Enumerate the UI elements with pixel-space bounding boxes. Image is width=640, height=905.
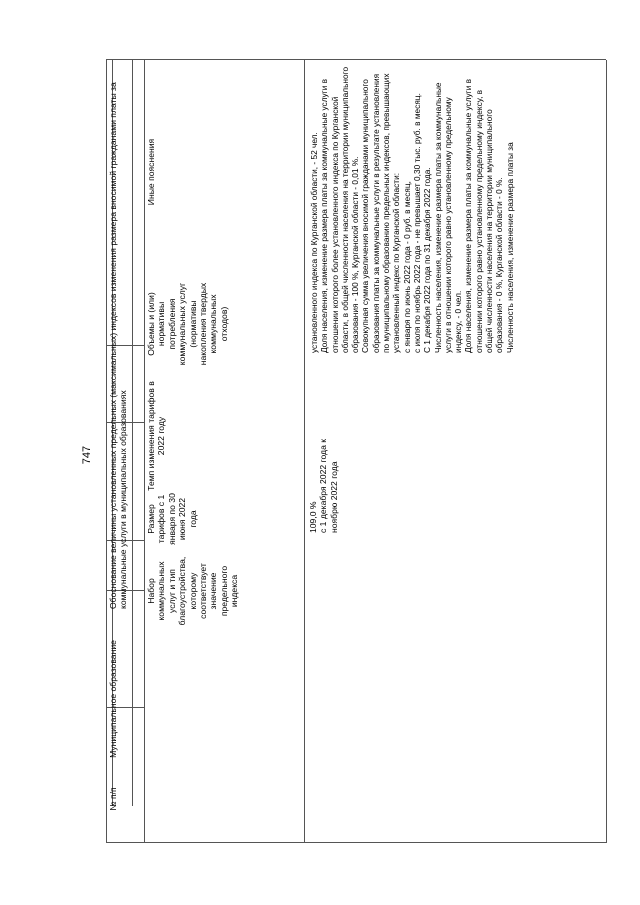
header-tariff-rate: Темп изменения тарифов в 2022 году <box>146 381 167 491</box>
header-other: Иные пояснения <box>146 138 156 206</box>
rotated-table <box>106 60 606 843</box>
page-number: 747 <box>81 445 93 465</box>
header-num: № п/п <box>108 787 118 811</box>
header-service-set: Набор коммунальных услуг и тип благоустройства, которому соответствует значение предельного индекса <box>146 556 240 626</box>
cell-other-explanations: установленного индекса по Курганской области, - 52 чел. Доля населения, изменение размера платы за коммунальные услуги в отношении которого более установленного индекса по Курганской области, в общей численности населения на территории муниципального образования - 100 %, Курганской области - 0,01 %. Совокупная сумма увеличения вносимой гражданами муниципального образования платы за коммунальные услуги в результате установления по муниципальному образованию предельных индексов, превышающих установленный индекс по Курганской области: с января по июнь 2022 года - 0 руб. в месяц, с июля по ноябрь 2022 года - не превышает 0,30 тыс. руб. в месяц. С 1 декабря 2022 года по 31 декабря 2022 года. Численность населения, изменение размера платы за коммунальные услуги в отношении которого равно установленному предельному индексу, - 0 чел. Доля населения, изменение размера платы за коммунальные услуги в отношении которого равно установленному предельному индексу, в общей численности населения на территории муниципального образования - 0 %, Курганской области - 0 %. Численность населения, изменение размера платы за <box>309 66 515 353</box>
header-municipality: Муниципальное образование <box>108 640 118 758</box>
cell-tariff-rate: 109,0 % с 1 декабря 2022 года к ноябрю 2022 года <box>308 438 339 533</box>
header-volumes: Объемы и (или) нормативы потребления коммунальных услуг (нормативы накопления твердых коммунальных отходов) <box>146 282 229 366</box>
header-tariff-size: Размер тарифов с 1 января по 30 июня 2022 года <box>146 493 198 545</box>
header-group: Обоснование величины установленных предельных (максимальных) индексов изменения размера вносимой гражданами платы за коммунальные услуги в муниципальных образованиях <box>108 82 129 609</box>
